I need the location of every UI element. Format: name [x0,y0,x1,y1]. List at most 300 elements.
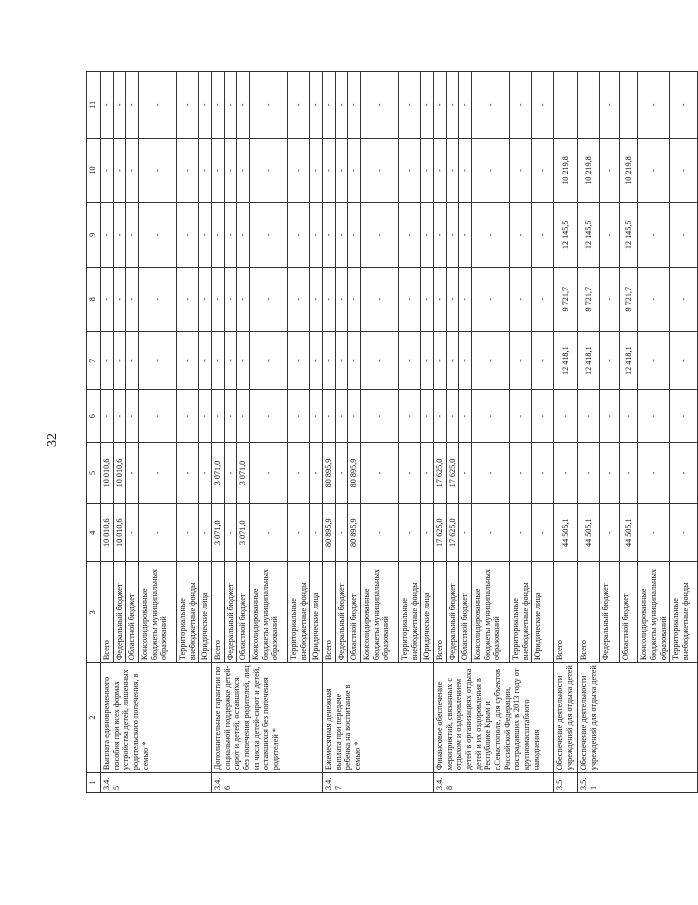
value-cell: - [199,331,212,390]
value-cell: - [237,72,250,139]
item-number: 3.4.8 [434,773,554,793]
value-cell: - [199,503,212,562]
value-cell: - [250,390,288,443]
value-cell: - [177,443,199,504]
value-cell: - [139,443,177,504]
value-cell: - [638,138,670,202]
value-cell [578,72,600,139]
item-number: 3.4.7 [323,773,434,793]
value-cell: - [101,203,114,267]
value-cell: - [399,443,421,504]
column-number: 3 [87,562,101,663]
value-cell: - [250,72,288,139]
column-number: 8 [87,267,101,331]
source-label: Всего [434,562,447,663]
value-cell: - [224,503,237,562]
value-cell: - [399,267,421,331]
source-label: Федеральный бюджет [335,562,348,663]
value-cell: 12 145,5 [578,203,600,267]
value-cell: - [335,331,348,390]
column-number: 1 [87,773,101,793]
value-cell: - [224,443,237,504]
value-cell: 80 895,9 [348,503,361,562]
value-cell: 12 418,1 [578,331,600,390]
value-cell: - [638,267,670,331]
value-cell: - [139,72,177,139]
value-cell: - [532,443,554,504]
source-label: Территориальные внебюджетные фонды [288,562,310,663]
value-cell: - [348,72,361,139]
column-number: 9 [87,203,101,267]
value-cell: - [472,443,510,504]
value-cell: - [237,203,250,267]
value-cell: - [323,138,336,202]
value-cell: - [348,203,361,267]
value-cell: - [600,267,620,331]
source-label: Областной бюджет [620,562,638,663]
value-cell: 12 418,1 [620,331,638,390]
value-cell: - [199,390,212,443]
value-cell: - [126,390,139,443]
value-cell: - [101,72,114,139]
value-cell: - [620,390,638,443]
source-label: Консолидированные бюджеты муниципальных образований [139,562,177,663]
value-cell: - [177,72,199,139]
value-cell: - [459,267,472,331]
table-row [212,72,225,793]
value-cell: - [670,331,698,390]
source-label: Всего [554,562,578,663]
source-label: Юридические лица [421,562,434,663]
value-cell: - [554,390,578,443]
source-label: Областной бюджет [459,562,472,663]
source-label: Федеральный бюджет [224,562,237,663]
column-number: 7 [87,331,101,390]
source-label: Юридические лица [310,562,323,663]
source-label: Юридические лица [199,562,212,663]
value-cell: - [434,203,447,267]
value-cell: - [199,72,212,139]
value-cell: - [472,390,510,443]
value-cell: - [177,138,199,202]
column-number: 5 [87,443,101,504]
value-cell: - [578,443,600,504]
value-cell: - [250,138,288,202]
value-cell: - [126,443,139,504]
value-cell: - [310,390,323,443]
value-cell: - [472,138,510,202]
value-cell: - [335,390,348,443]
value-cell: - [446,331,459,390]
value-cell: - [224,72,237,139]
value-cell: - [446,138,459,202]
value-cell [620,72,638,139]
value-cell: - [670,72,698,139]
value-cell: 10 219,8 [620,138,638,202]
value-cell: - [638,503,670,562]
value-cell: - [472,503,510,562]
value-cell: - [177,203,199,267]
item-number: 3.4.6 [212,773,323,793]
item-number: 3.5.1 [578,773,698,793]
value-cell: - [459,72,472,139]
value-cell: - [288,390,310,443]
source-label: Федеральный бюджет [113,562,126,663]
value-cell: 10 219,8 [554,138,578,202]
value-cell: - [399,203,421,267]
page-number: 32 [45,433,60,447]
value-cell: - [361,390,399,443]
value-cell: - [446,72,459,139]
value-cell: - [323,267,336,331]
value-cell: - [250,443,288,504]
value-cell: 3 071,0 [212,503,225,562]
value-cell: 12 145,5 [554,203,578,267]
value-cell: - [510,72,532,139]
value-cell: - [177,503,199,562]
value-cell: - [638,443,670,504]
value-cell: - [310,203,323,267]
value-cell: - [600,503,620,562]
value-cell: 3 071,0 [212,443,225,504]
value-cell: - [532,203,554,267]
value-cell: - [421,203,434,267]
value-cell: - [323,203,336,267]
value-cell: 17 625,0 [446,503,459,562]
value-cell: - [670,267,698,331]
value-cell: - [212,72,225,139]
value-cell: - [288,267,310,331]
value-cell: - [323,72,336,139]
value-cell: - [578,390,600,443]
value-cell: - [421,390,434,443]
value-cell: - [139,138,177,202]
source-label: Областной бюджет [126,562,139,663]
value-cell: - [459,443,472,504]
value-cell: - [670,138,698,202]
value-cell: - [510,267,532,331]
item-number: 3.4.5 [101,773,212,793]
value-cell: - [113,72,126,139]
value-cell: - [600,443,620,504]
value-cell: - [212,390,225,443]
value-cell: - [101,390,114,443]
value-cell: - [237,331,250,390]
value-cell: - [532,72,554,139]
value-cell: - [348,138,361,202]
value-cell: - [310,72,323,139]
table-row [101,72,114,793]
value-cell: - [212,267,225,331]
value-cell: - [126,138,139,202]
value-cell: - [670,503,698,562]
value-cell: - [139,267,177,331]
value-cell: - [399,331,421,390]
value-cell: - [224,331,237,390]
value-cell: - [323,331,336,390]
value-cell: - [434,72,447,139]
value-cell: - [335,503,348,562]
value-cell: - [510,503,532,562]
value-cell: - [199,443,212,504]
value-cell: - [434,390,447,443]
value-cell: - [139,331,177,390]
value-cell: - [361,331,399,390]
value-cell: - [288,331,310,390]
column-number: 10 [87,138,101,202]
value-cell: - [113,138,126,202]
value-cell: - [421,443,434,504]
value-cell: - [638,331,670,390]
value-cell: - [510,331,532,390]
value-cell: - [361,203,399,267]
value-cell: - [348,267,361,331]
source-label: Территориальные внебюджетные фонды [670,562,698,663]
value-cell: - [510,203,532,267]
value-cell: 3 071,0 [237,443,250,504]
value-cell: - [126,503,139,562]
value-cell: - [446,267,459,331]
value-cell: - [126,203,139,267]
value-cell: - [199,267,212,331]
value-cell: 3 071,0 [237,503,250,562]
value-cell: - [399,503,421,562]
value-cell: - [139,203,177,267]
value-cell: - [361,138,399,202]
value-cell: - [310,267,323,331]
item-name: Обеспечение деятельности учреждений для отдыха детей [578,663,698,773]
value-cell: - [600,390,620,443]
value-cell: 10 010,6 [113,443,126,504]
value-cell: - [113,331,126,390]
value-cell: - [139,503,177,562]
value-cell: - [250,203,288,267]
value-cell: 80 895,9 [323,503,336,562]
value-cell: - [335,138,348,202]
value-cell: - [224,138,237,202]
value-cell: - [177,331,199,390]
column-number: 6 [87,390,101,443]
value-cell: - [638,72,670,139]
value-cell [554,72,578,139]
source-label: Всего [101,562,114,663]
value-cell: - [335,203,348,267]
value-cell: - [212,331,225,390]
item-name: Ежемесячная денежная выплата при передаче ребенка на воспитание в семью * [323,663,434,773]
value-cell: - [323,390,336,443]
value-cell: - [638,203,670,267]
source-label: Консолидированные бюджеты муниципальных образований [638,562,670,663]
value-cell: - [459,503,472,562]
value-cell: - [620,443,638,504]
value-cell: - [399,138,421,202]
value-cell: - [361,267,399,331]
value-cell: - [421,331,434,390]
source-label: Консолидированные бюджеты муниципальных образований [361,562,399,663]
source-label: Территориальные внебюджетные фонды [510,562,532,663]
column-number-row [87,72,101,793]
value-cell: - [250,331,288,390]
source-label: Областной бюджет [348,562,361,663]
value-cell: 10 010,6 [101,503,114,562]
value-cell: - [434,331,447,390]
value-cell: - [399,390,421,443]
value-cell: 44 505,1 [554,503,578,562]
value-cell: - [421,138,434,202]
value-cell: - [348,331,361,390]
value-cell: 17 625,0 [434,503,447,562]
value-cell: - [472,203,510,267]
value-cell: - [472,331,510,390]
value-cell: 44 505,1 [578,503,600,562]
value-cell: - [434,138,447,202]
value-cell: - [361,443,399,504]
value-cell: - [532,138,554,202]
value-cell: - [510,138,532,202]
value-cell: - [446,203,459,267]
value-cell: - [446,390,459,443]
item-name: Выплата единовременного пособия при всех формах устройства детей, лишенных родительского попечения, в семью * [101,663,212,773]
value-cell: 10 219,8 [578,138,600,202]
value-cell: - [177,267,199,331]
value-cell: - [250,267,288,331]
value-cell: - [459,390,472,443]
table-row [578,72,600,793]
value-cell: - [361,72,399,139]
column-number: 11 [87,72,101,139]
value-cell: - [237,390,250,443]
value-cell: - [113,267,126,331]
value-cell: - [288,203,310,267]
value-cell: - [288,443,310,504]
source-label: Юридические лица [532,562,554,663]
rotated-page [86,71,691,793]
value-cell: - [670,443,698,504]
budget-table [86,71,698,793]
value-cell: - [288,72,310,139]
value-cell: - [310,331,323,390]
value-cell: - [361,503,399,562]
value-cell: - [348,390,361,443]
value-cell: 9 721,7 [620,267,638,331]
value-cell: - [310,443,323,504]
value-cell: - [600,138,620,202]
source-label: Всего [212,562,225,663]
value-cell: - [237,138,250,202]
value-cell: - [600,203,620,267]
value-cell: - [670,203,698,267]
value-cell: - [335,443,348,504]
value-cell: 12 418,1 [554,331,578,390]
value-cell: - [670,390,698,443]
value-cell: - [199,203,212,267]
source-label: Территориальные внебюджетные фонды [399,562,421,663]
table-row [323,72,336,793]
source-label: Федеральный бюджет [446,562,459,663]
value-cell: - [310,503,323,562]
table-row [554,72,578,793]
value-cell: - [126,72,139,139]
value-cell: - [212,203,225,267]
value-cell: - [554,443,578,504]
column-number: 4 [87,503,101,562]
value-cell: - [421,72,434,139]
value-cell: - [310,138,323,202]
value-cell: - [472,72,510,139]
source-label: Консолидированные бюджеты муниципальных образований [472,562,510,663]
value-cell: - [600,72,620,139]
value-cell: - [421,267,434,331]
value-cell: 44 505,1 [620,503,638,562]
value-cell: - [126,331,139,390]
value-cell: - [472,267,510,331]
source-label: Областной бюджет [237,562,250,663]
value-cell: 17 625,0 [434,443,447,504]
value-cell: - [399,72,421,139]
source-label: Территориальные внебюджетные фонды [177,562,199,663]
value-cell: - [459,331,472,390]
value-cell: - [113,390,126,443]
value-cell: - [532,267,554,331]
value-cell: - [532,331,554,390]
value-cell: 9 721,7 [554,267,578,331]
value-cell: - [101,267,114,331]
value-cell: - [459,203,472,267]
value-cell: 10 010,6 [101,443,114,504]
value-cell: 80 895,9 [348,443,361,504]
value-cell: 9 721,7 [578,267,600,331]
value-cell: - [532,503,554,562]
value-cell: - [139,390,177,443]
item-number: 3.5 [554,773,578,793]
value-cell: - [335,72,348,139]
value-cell: - [288,503,310,562]
value-cell: - [212,138,225,202]
value-cell: - [224,203,237,267]
source-label: Консолидированные бюджеты муниципальных образований [250,562,288,663]
item-name: Финансовое обеспечение мероприятий, связанных с отдыхом и оздоровлением детей в организациях отдыха детей и их оздоровления в Республике Крым и г.Севастополе, для субъектов Российской Федерации, пострадавших в 2013 году от крупномасштабного наводнения [434,663,554,773]
value-cell: - [224,390,237,443]
value-cell: - [113,203,126,267]
value-cell: - [335,267,348,331]
value-cell: - [600,331,620,390]
source-label: Всего [578,562,600,663]
value-cell: - [237,267,250,331]
value-cell: 10 010,6 [113,503,126,562]
source-label: Федеральный бюджет [600,562,620,663]
value-cell: - [126,267,139,331]
value-cell: - [288,138,310,202]
value-cell: - [510,390,532,443]
source-label: Всего [323,562,336,663]
table-row [434,72,447,793]
value-cell: 12 145,5 [620,203,638,267]
value-cell: - [421,503,434,562]
value-cell: - [510,443,532,504]
column-number: 2 [87,663,101,773]
value-cell: - [434,267,447,331]
value-cell: - [250,503,288,562]
value-cell: - [638,390,670,443]
value-cell: - [532,390,554,443]
value-cell: - [459,138,472,202]
value-cell: - [177,390,199,443]
item-name: Обеспечение деятельности учреждений для отдыха детей [554,663,578,773]
item-name: Дополнительные гарантии по социальной поддержке детей-сирот и детей, оставшихся без попечения родителей, лиц из числа детей-сирот и детей, оставшихся без попечения родителей * [212,663,323,773]
value-cell: - [101,331,114,390]
value-cell: - [199,138,212,202]
value-cell: 80 895,9 [323,443,336,504]
